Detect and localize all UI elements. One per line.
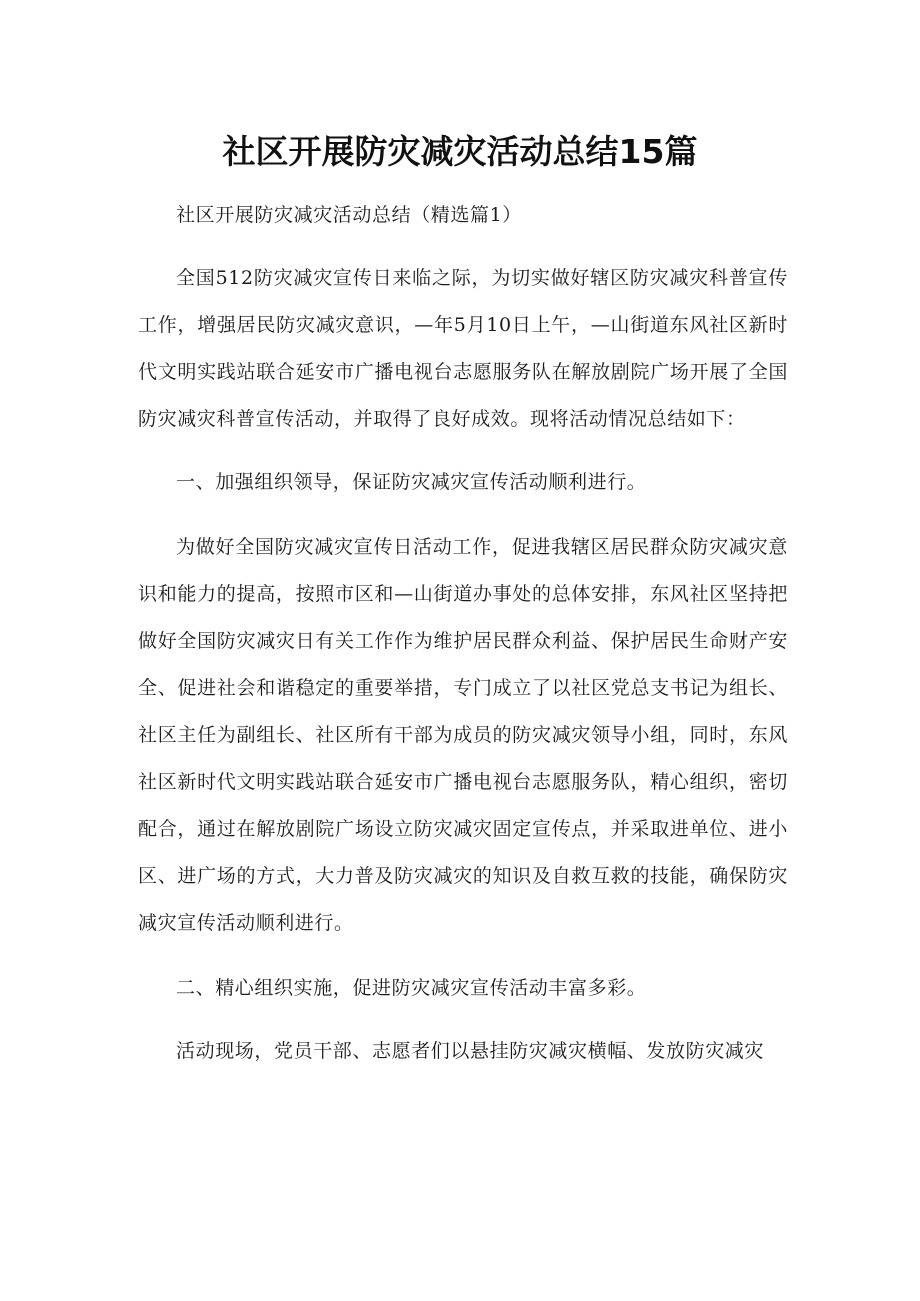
document-subtitle: 社区开展防灾减灾活动总结（精选篇1）	[176, 204, 522, 226]
paragraph-intro: 全国512防灾减灾宣传日来临之际，为切实做好辖区防灾减灾科普宣传工作，增强居民防灾减灾意识，—年5月10日上午，—山街道东风社区新时代文明实践站联合延安市广播电视台志愿服务队在解放剧院广场开展了全国防灾减灾科普宣传活动，并取得了良好成效。现将活动情况总结如下：	[138, 267, 788, 430]
section-heading-1: 一、加强组织领导，保证防灾减灾宣传活动顺利进行。	[176, 471, 647, 493]
paragraph-organization: 为做好全国防灾减灾宣传日活动工作，促进我辖区居民群众防灾减灾意识和能力的提高，按照市区和—山街道办事处的总体安排，东风社区坚持把做好全国防灾减灾日有关工作作为维护居民群众利益、保护居民生命财产安全、促进社会和谐稳定的重要举措，专门成立了以社区党总支书记为组长、社区主任为副组长、社区所有干部为成员的防灾减灾领导小组，同时，东风社区新时代文明实践站联合延安市广播电视台志愿服务队，精心组织，密切配合，通过在解放剧院广场设立防灾减灾固定宣传点，并采取进单位、进小区、进广场的方式，大力普及防灾减灾的知识及自救互救的技能，确保防灾减灾宣传活动顺利进行。	[138, 536, 788, 934]
paragraph-activity: 活动现场，党员干部、志愿者们以悬挂防灾减灾横幅、发放防灾减灾	[176, 1040, 765, 1062]
document-body	[138, 192, 788, 1075]
section-heading-2: 二、精心组织实施，促进防灾减灾宣传活动丰富多彩。	[176, 977, 647, 999]
document-title: 社区开展防灾减灾活动总结15篇	[222, 132, 698, 171]
